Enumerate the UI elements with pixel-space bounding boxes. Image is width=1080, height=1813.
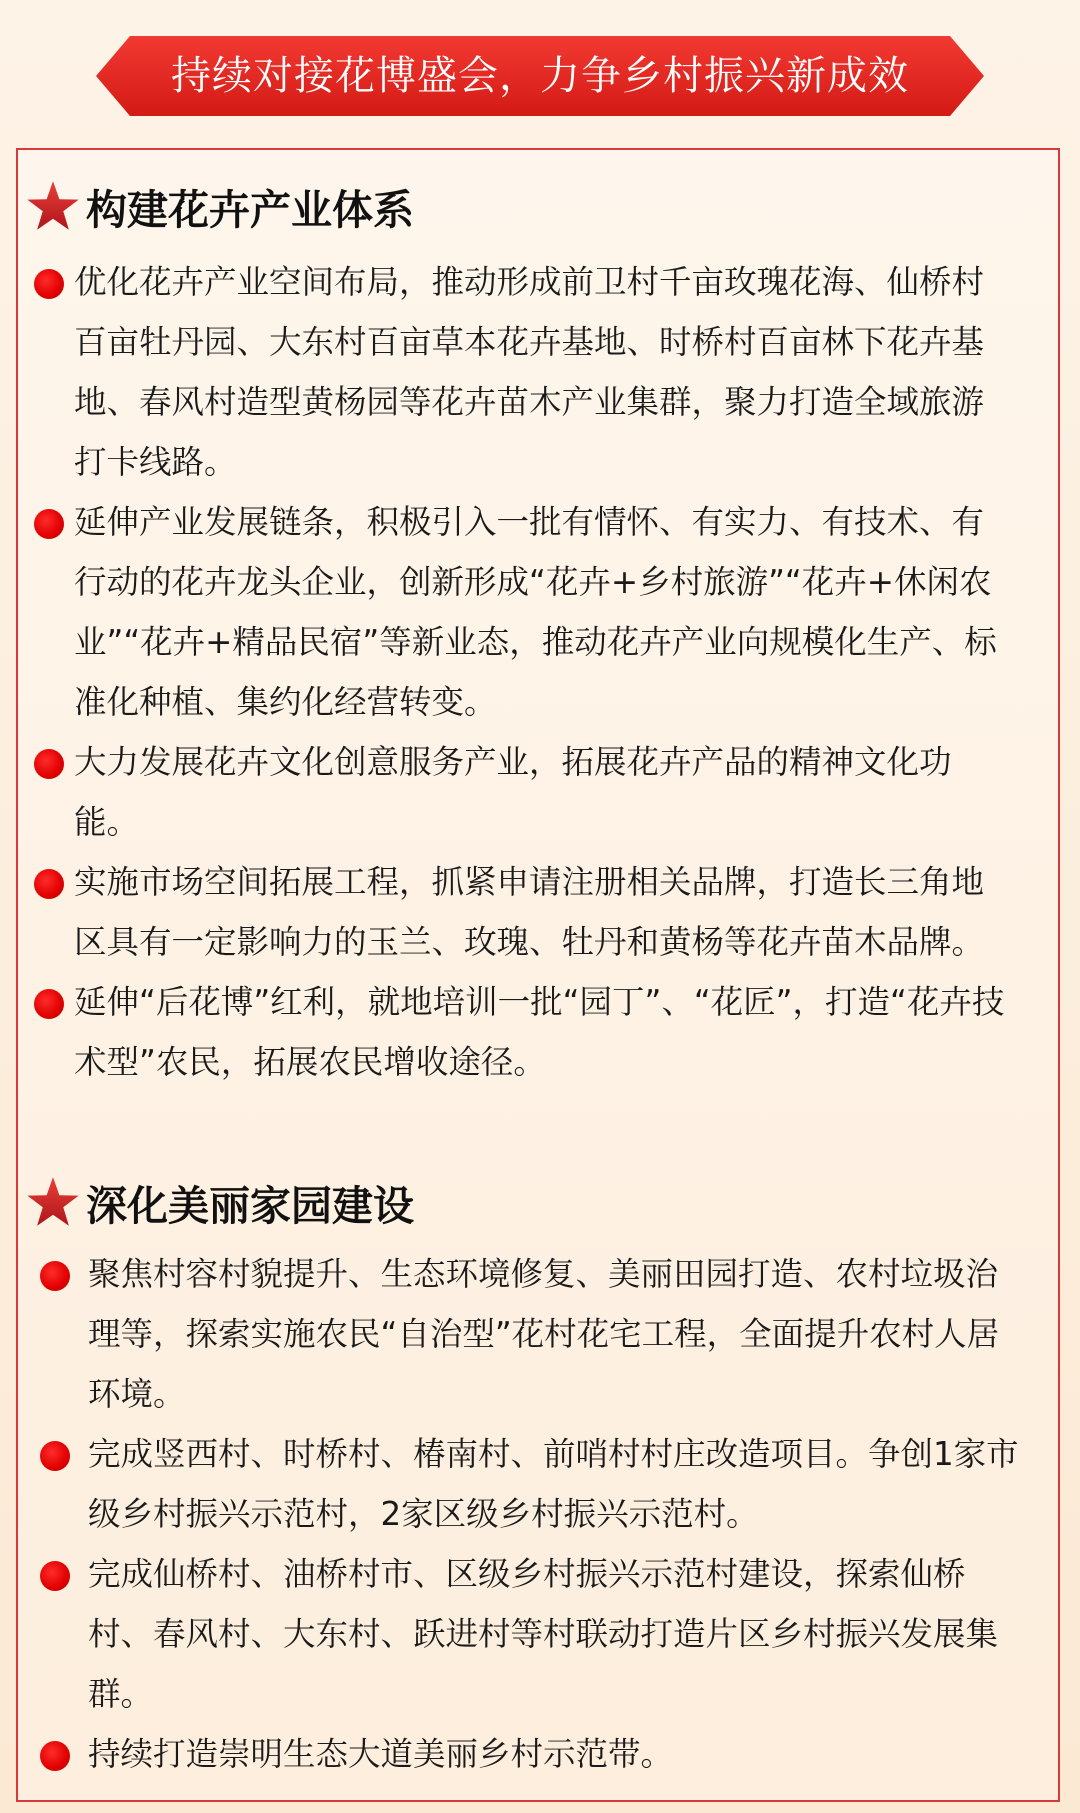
list-item-text: 延伸产业发展链条，积极引入一批有情怀、有实力、有技术、有行动的花卉龙头企业，创新形成“花卉+乡村旅游”“花卉+休闲农业”“花卉+精品民宿”等新业态，推动花卉产业向规模化生产、标准化种植、集约化经营转变。 (74, 503, 997, 721)
list-item-text: 延伸“后花博”红利，就地培训一批“园丁”、“花匠”，打造“花卉技术型”农民，拓展农民增收途径。 (74, 983, 1005, 1081)
list-item-text: 大力发展花卉文化创意服务产业，拓展花卉产品的精神文化功能。 (74, 743, 952, 841)
star-icon (26, 1175, 80, 1229)
bullet-dot-icon (40, 1561, 70, 1591)
section-heading (26, 1168, 1046, 1236)
bullet-dot-icon (40, 1441, 70, 1471)
list-item (26, 1424, 1026, 1544)
list-item (26, 1244, 1026, 1424)
list-item (26, 852, 1016, 972)
list-item (26, 732, 1016, 852)
list-item-text: 完成仙桥村、油桥村市、区级乡村振兴示范村建设，探索仙桥村、春风村、大东村、跃进村等村联动打造片区乡村振兴发展集群。 (88, 1555, 999, 1713)
bullet-dot-icon (34, 269, 64, 299)
list-item-text: 实施市场空间拓展工程，抓紧申请注册相关品牌，打造长三角地区具有一定影响力的玉兰、玫瑰、牡丹和黄杨等花卉苗木品牌。 (74, 863, 985, 961)
list-item-text: 完成竖西村、时桥村、椿南村、前哨村村庄改造项目。争创1家市级乡村振兴示范村，2家区级乡村振兴示范村。 (88, 1435, 1019, 1533)
list-item (26, 1544, 1026, 1724)
list-item (26, 1724, 1026, 1784)
bullet-dot-icon (40, 1741, 70, 1771)
list-item-text: 持续打造崇明生态大道美丽乡村示范带。 (88, 1735, 674, 1773)
bullet-dot-icon (34, 989, 64, 1019)
bullet-dot-icon (40, 1261, 70, 1291)
list-item (26, 972, 1016, 1092)
bullet-dot-icon (34, 749, 64, 779)
section-title: 深化美丽家园建设 (86, 1181, 414, 1230)
bullet-dot-icon (34, 869, 64, 899)
section-homeland (26, 1168, 1046, 1784)
star-icon (26, 179, 80, 233)
section-industry (26, 172, 1046, 1092)
bullet-dot-icon (34, 509, 64, 539)
banner-title: 持续对接花博盛会，力争乡村振兴新成效 (171, 53, 909, 99)
list-item (26, 252, 1016, 492)
section-heading (26, 172, 1046, 240)
list-item-text: 聚焦村容村貌提升、生态环境修复、美丽田园打造、农村垃圾治理等，探索实施农民“自治型”花村花宅工程，全面提升农村人居环境。 (88, 1255, 1000, 1413)
list-item-text: 优化花卉产业空间布局，推动形成前卫村千亩玫瑰花海、仙桥村百亩牡丹园、大东村百亩草本花卉基地、时桥村百亩林下花卉基地、春风村造型黄杨园等花卉苗木产业集群，聚力打造全域旅游打卡线路。 (74, 263, 985, 481)
section-title: 构建花卉产业体系 (86, 185, 414, 234)
list-item (26, 492, 1016, 732)
